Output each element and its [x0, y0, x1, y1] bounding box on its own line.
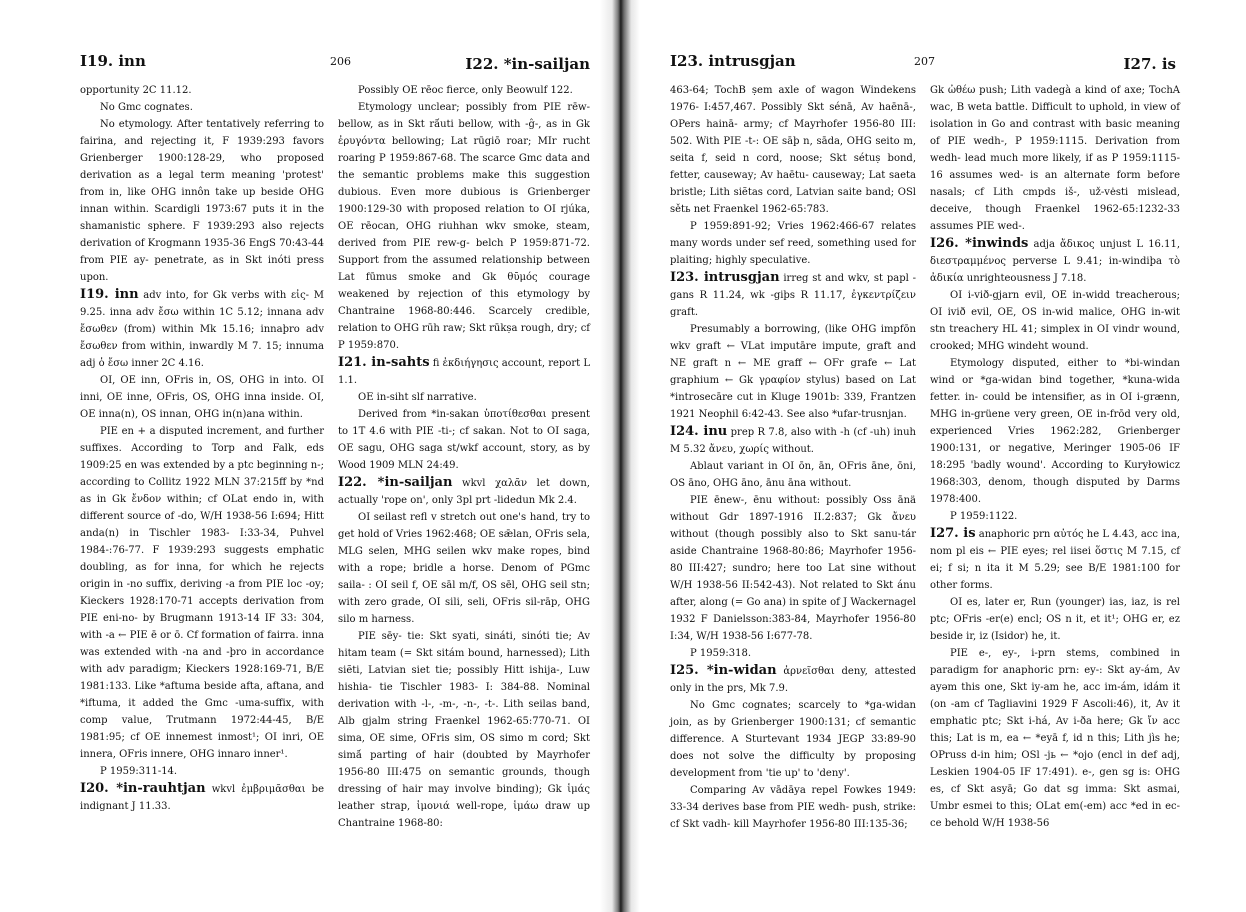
- paragraph: [670, 492, 916, 645]
- paragraph: [338, 628, 590, 832]
- entry-headword: I23. intrusgjan: [670, 270, 780, 285]
- paragraph: [338, 99, 590, 354]
- paragraph-text: OI seilast refl v stretch out one's hand, try to get hold of Vries 1962:468; OE sǣlan, OFris sela, MLG selen, MHG seilen wkv make ropes, bind with a rope; bridle a horse. Denom of PGmc saila- : OI seil f, OE sāl m/f, OS sēl, OHG seil stn; with zero grade, OI sili, seli, OFris sil-rāp, OHG silo m harness.: [338, 512, 590, 625]
- entry-paragraph: [930, 525, 1180, 594]
- paragraph: [670, 697, 916, 782]
- paragraph-text: No Gmc cognates.: [100, 102, 193, 113]
- paragraph: [80, 82, 324, 99]
- right-page: [632, 0, 1246, 912]
- paragraph-text: opportunity 2C 11.12.: [80, 85, 192, 96]
- paragraph: [80, 116, 324, 286]
- paragraph-text: P 1959:1122.: [950, 511, 1018, 522]
- paragraph: [80, 372, 324, 423]
- paragraph: [80, 99, 324, 116]
- paragraph: [670, 82, 916, 218]
- entry-headword: I27. is: [930, 526, 976, 541]
- paragraph-text: P 1959:318.: [690, 648, 751, 659]
- page-number: 207: [914, 55, 935, 68]
- entry-paragraph: [670, 662, 916, 697]
- paragraph-text: PIE en + a disputed increment, and further suffixes. According to Torp and Falk, eds 1909:25 en was extended by a ptc beginning n-; according to Collitz 1922 MLN 37:215ff by *nd as in Gk ἔνδον within; cf OLat endo in, with different source of -do, W/H 1938-56 I:694; Hitt anda(n) in Tischler 1983- I:33-34, Puhvel 1984-:76-77. F 1939:293 suggests emphatic doubling, as for inna, for which he rejects origin in -no suffix, deriving -a from PIE loc -oy; Kieckers 1928:170-71 accepts derivation from PIE eni-no- by Brugmann 1913-14 IF 33: 304, with -a ← PIE ē or ō. Cf formation of fairra. inna was extended with -na and -þro in accordance with adv paradigm; Kieckers 1928:169-71, B/E 1981:133. Like *aftuma beside afta, aftana, and *iftuma, it added the Gmc -uma-suffix, with comp value, Trutmann 1972:44-45, B/E 1981:95; cf OE innemest inmost¹; OI inri, OE innera, OFris innere, OHG innaro inner¹.: [80, 426, 324, 760]
- paragraph: [670, 218, 916, 269]
- entry-headword: I21. in-sahts: [338, 355, 430, 370]
- text-column-2: [338, 82, 590, 832]
- entry-headword: I20. *in-rauhtjan: [80, 781, 206, 796]
- entry-headword: I19. inn: [80, 287, 139, 302]
- running-head-left: I23. intrusgjan: [670, 52, 796, 70]
- paragraph-text: Comparing Av vādāya repel Fowkes 1949: 33-34 derives base from PIE wedh- push, strike: cf Skt vadh- kill Mayrhofer 1956-80 III:135-36;: [670, 785, 916, 830]
- paragraph: [338, 406, 590, 474]
- paragraph-text: Etymology unclear; possibly from PIE rēw- bellow, as in Skt rā́uti bellow, with -ĝ-, as in Gk ἐρυγόντα bellowing; Lat rūgiō roar; MIr rucht roaring P 1959:867-68. The scarce Gmc data and the semantic problems make this suggestion dubious. Even more dubious is Grienberger 1900:129-30 with proposed relation to OI rjúka, OE rēocan, OHG riuhhan wkv smoke, steam, derived from PIE rew-g- belch P 1959:871-72. Support from the assumed relationship between Lat fūmus smoke and Gk θῡμός courage weakened by rejection of this etymology by Chantraine 1968-80:446. Scarcely credible, relation to OHG rūh raw; Skt rūkṣa rough, dry; cf P 1959:870.: [338, 102, 590, 351]
- paragraph: [670, 645, 916, 662]
- entry-headword: I26. *inwinds: [930, 236, 1029, 251]
- paragraph-text: Possibly OE rēoc fierce, only Beowulf 122.: [358, 85, 573, 96]
- entry-paragraph: [670, 423, 916, 458]
- page-number: 206: [330, 55, 351, 68]
- paragraph: [930, 594, 1180, 645]
- entry-paragraph: [930, 235, 1180, 287]
- paragraph-text: 463-64; TochB ṣem axle of wagon Windekens 1976- I:457,467. Possibly Skt sénā, Av haēnā-, OPers hainā- army; cf Mayrhofer 1956-80 III: 502. With PIE -t-: OE sāþ n, sāda, OHG seito m, seita f, seid n cord, noose; Skt sétuṣ bond, fetter, causeway; Av haētu- causeway; Lat saeta bristle; Lith siẽtas cord, Latvian saite band; OSl sětь net Fraenkel 1962-65:783.: [670, 85, 916, 215]
- paragraph-text: fi ἐκδιήγησις account, report L 1.1.: [338, 358, 591, 386]
- paragraph-text: irreg st and wkv, st papl -gans R 11.24, wk -giþs R 11.17, ἐγκεντρίζειν graft.: [670, 273, 916, 318]
- entry-paragraph: [670, 269, 916, 321]
- paragraph-text: Derived from *in-sakan ὑποτίθεσθαι present to 1T 4.6 with PIE -ti-; cf sakan. Not to OI saga, OE sagu, OHG saga st/wkf account, story, as by Wood 1909 MLN 24:49.: [338, 409, 590, 471]
- entry-paragraph: [80, 780, 324, 815]
- entry-paragraph: [338, 474, 590, 509]
- paragraph-text: Ablaut variant in OI ōn, ān, OFris āne, ōni, OS āno, OHG āno, ānu āna without.: [670, 461, 916, 489]
- paragraph-text: No Gmc cognates; scarcely to *ga-widan join, as by Grienberger 1900:131; cf semantic difference. A Sturtevant 1934 JEGP 33:89-90 does not solve the difficulty by proposing development from 'tie up' to 'deny'.: [670, 700, 916, 779]
- paragraph: [930, 645, 1180, 832]
- page-header: [0, 52, 606, 80]
- paragraph-text: Gk ὠθέω push; Lith vadegà a kind of axe; TochA wac, B weta battle. Difficult to uphold, in view of isolation in Go and contrast with basic meaning of PIE wedh-, P 1959:1115. Derivation from wedh- lead much more likely, if as P 1959:1115-16 assumes wed- is an alternate form before nasals; cf Lith cmpds iš-, už-vėsti mislead, deceive, though Fraenkel 1962-65:1232-33 assumes PIE wed-.: [930, 85, 1180, 232]
- paragraph: [80, 763, 324, 780]
- running-head-right: I27. is: [1123, 55, 1176, 73]
- paragraph-text: anaphoric prn αὐτός he L 4.43, acc ina, nom pl eis ← PIE eyes; rel iisei ὅστις M 7.15, cf ei; f si; n ita it M 5.29; see B/E 1981:100 for other forms.: [930, 529, 1180, 591]
- running-head-right: I22. *in-sailjan: [465, 55, 590, 73]
- paragraph: [670, 321, 916, 423]
- paragraph-text: OI es, later er, Run (younger) ias, iaz, is rel ptc; OFris -er(e) encl; OS n it, et it¹; OHG er, ez beside ir, iz (Isidor) he, it.: [930, 597, 1180, 642]
- paragraph: [670, 782, 916, 833]
- paragraph: [338, 509, 590, 628]
- paragraph-text: No etymology. After tentatively referring to fairina, and rejecting it, F 1939:293 favors Grienberger 1900:128-29, who proposed derivation as a legal term meaning 'protest' from in, like OHG innôn take up beside OHG innan within. Scardigli 1973:67 puts it in the shamanistic sphere. F 1939:293 also rejects derivation of Krogmann 1935-36 EngS 70:43-44 from PIE ay- penetrate, as in Skt inóti press upon.: [80, 119, 324, 283]
- paragraph-text: P 1959:891-92; Vries 1962:466-67 relates many words under sef reed, something used for plaiting; highly speculative.: [670, 221, 916, 266]
- entry-headword: I22. *in-sailjan: [338, 475, 453, 490]
- paragraph-text: Presumably a borrowing, (like OHG impfōn wkv graft ← VLat imputāre impute, graft and NE graft n ← ME graff ← OFr grafe ← Lat graphium ← Gk γραφίον stylus) based on Lat *introsecāre cut in Kluge 1901b: 339, Frantzen 1921 Neophil 6:42-43. See also *ufar-trusnjan.: [670, 324, 916, 420]
- entry-headword: I25. *in-widan: [670, 663, 777, 678]
- paragraph: [670, 458, 916, 492]
- paragraph-text: PIE ēnew-, ēnu without: possibly Oss ānä without Gdr 1897-1916 II.2:837; Gk ἄνευ without (though possibly also to Skt sanu-tár aside Chantraine 1968-80:86; Mayrhofer 1956-80 III:427; sundro; here too Lat sine without W/H 1938-56 II:542-43). Not related to Skt ánu after, along (= Go ana) in spite of J Wackernagel 1932 F Danielsson:383-84, Mayrhofer 1956-80 I:34, W/H 1938-56 I:677-78.: [670, 495, 916, 642]
- text-column-2: [930, 82, 1180, 832]
- paragraph-text: OI, OE inn, OFris in, OS, OHG in into. OI inni, OE inne, OFris, OS, OHG inna inside. OI, OE inna(n), OS innan, OHG in(n)ana within.: [80, 375, 324, 420]
- paragraph: [930, 82, 1180, 235]
- paragraph-text: wkvl χαλᾶν let down, actually 'rope on', only 3pl prt -lidedun Mk 2.4.: [338, 478, 590, 506]
- text-column-1: [670, 82, 916, 833]
- paragraph-text: PIE sēy- tie: Skt syati, sináti, sinóti tie; Av hitam team (= Skt sitám bound, harnessed); Lith siẽti, Latvian siet tie; possibly Hitt ishija-, Luw hishia- tie Tischler 1983- I: 384-88. Nominal derivation with -l-, -m-, -n-, -t-. Lith seilas band, Alb gjalm string Fraenkel 1962-65:770-71. OI sima, OE sime, OFris sim, OS simo m cord; Skt simā́ parting of hair (doubted by Mayrhofer 1956-80 III:475 on semantic grounds, though dressing of hair may involve binding); Gk ἱμάς leather strap, ἱμονιά well-rope, ἱμάω draw up Chantraine 1968-80:: [338, 631, 590, 829]
- paragraph-text: PIE e-, ey-, i-prn stems, combined in paradigm for anaphoric prn: ey-: Skt ay-ám, Av ayəm this one, Skt iy-am he, acc im-ám, idám it (on -am cf Tagliavini 1929 F Ascoli:46), it, Av it emphatic ptc; Skt i-há, Av i-ða here; Gk ἴν acc this; Lat is m, ea ← *eyā f, id n this; Lith jìs he; OPruss d-in him; OSl -jь ← *ojo (encl in def adj, Leskien 1904-05 IF 17:491). e-, gen sg is: OHG es, cf Skt asyā; Go dat sg imma: Skt asmai, Umbr esmei to this; OLat em(-em) acc *ed in ec-ce behold W/H 1938-56: [930, 648, 1180, 829]
- paragraph: [930, 508, 1180, 525]
- paragraph-text: ἀρνεῖσθαι deny, attested only in the prs, Mk 7.9.: [670, 666, 916, 694]
- paragraph: [930, 355, 1180, 508]
- paragraph-text: P 1959:311-14.: [100, 766, 178, 777]
- paragraph: [338, 82, 590, 99]
- paragraph-text: OI i-við-gjarn evil, OE in-widd treacherous; OI ivið evil, OE, OS in-wid malice, OHG in-wit stn treachery HL 41; simplex in OI vindr wound, crooked; MHG windeht wound.: [930, 290, 1180, 352]
- entry-headword: I24. inu: [670, 424, 728, 439]
- page-header: [632, 52, 1246, 80]
- paragraph: [338, 389, 590, 406]
- running-head-left: I19. inn: [80, 52, 146, 70]
- text-column-1: [80, 82, 324, 815]
- paragraph-text: prep R 7.8, also with -h (cf -uh) inuh M 5.32 ἄνευ, χωρίς without.: [670, 427, 916, 455]
- paragraph-text: OE in-siht slf narrative.: [358, 392, 477, 403]
- paragraph-text: wkvl ἐμβριμᾶσθαι be indignant J 11.33.: [80, 784, 324, 812]
- paragraph: [80, 423, 324, 763]
- paragraph-text: adja ἄδικος unjust L 16.11, διεστραμμένος perverse L 9.41; in-windiþa τὸ ἀδικία unrighteousness J 7.18.: [930, 239, 1181, 284]
- entry-paragraph: [338, 354, 590, 389]
- left-page: [0, 0, 606, 912]
- paragraph-text: adv into, for Gk verbs with εἰς- M 9.25. inna adv ἔσω within 1C 5.12; innana adv ἔσωθεν (from) within Mk 15.16; innaþro adv ἔσωθεν from within, inwardly M 7. 15; innuma adj ὁ ἔσω inner 2C 4.16.: [80, 290, 324, 369]
- entry-paragraph: [80, 286, 324, 372]
- paragraph-text: Etymology disputed, either to *bi-windan wind or *ga-widan bind together, *kuna-wida fetter. in- could be intensifier, as in OI i-grænn, MHG in-grüene very green, OE in-frōd very old, experienced Vries 1962:282, Grienberger 1900:131, or negative, Meringer 1905-06 IF 18:295 'badly wound'. According to Kuryłowicz 1968:303, denom, though disputed by Darms 1978:400.: [930, 358, 1180, 505]
- paragraph: [930, 287, 1180, 355]
